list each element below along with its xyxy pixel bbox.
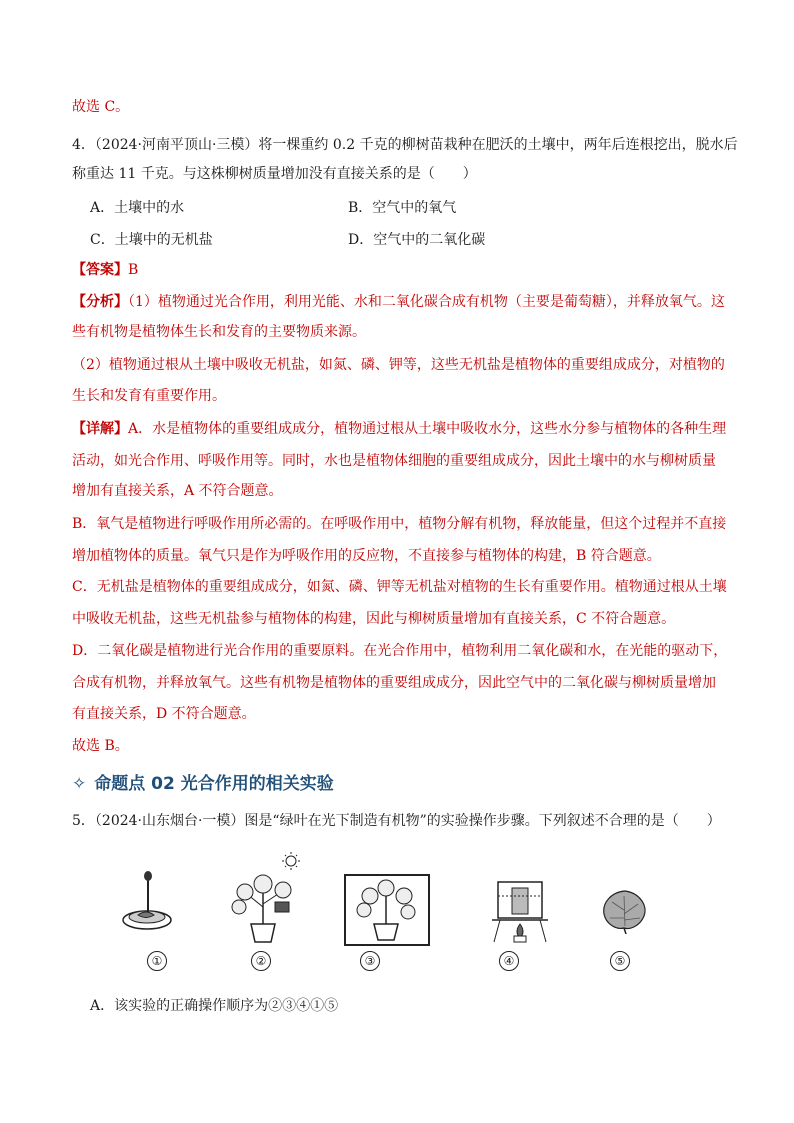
q4-stem-line1: 4．（2024·河南平顶山·三模）将一棵重约 0.2 千克的柳树苗栽种在肥沃的土壤中，两年后连根挖出，脱水后 bbox=[72, 137, 738, 153]
figure-label-5: ⑤ bbox=[610, 951, 630, 971]
figure-label-2: ② bbox=[251, 951, 271, 971]
q4-detail-line4: B．氧气是植物进行呼吸作用所必需的。在呼吸作用中，植物分解有机物，释放能量，但这个过程并不直接 bbox=[72, 516, 727, 532]
answer-label: 【答案】 bbox=[72, 262, 128, 278]
figure-label-4: ④ bbox=[499, 951, 519, 971]
answer-value: B bbox=[128, 262, 139, 278]
q4-detail-line8: D．二氧化碳是植物进行光合作用的重要原料。在光合作用中，植物利用二氧化碳和水，在光能的驱动下， bbox=[72, 643, 728, 659]
figure-label-3: ③ bbox=[360, 951, 380, 971]
previous-answer: 故选 C。 bbox=[72, 99, 130, 115]
q4-detail-line6: C．无机盐是植物体的重要组成成分，如氮、磷、钾等无机盐对植物的生长有重要作用。植物通过根从土壤 bbox=[72, 579, 727, 595]
q4-detail-line10: 有直接关系，D 不符合题意。 bbox=[72, 706, 256, 722]
q4-option-b: B．空气中的氧气 bbox=[348, 200, 457, 216]
q4-option-c: C．土壤中的无机盐 bbox=[90, 232, 213, 248]
q4-detail-line5: 增加植物体的质量。氧气只是作为呼吸作用的反应物，不直接参与植物体的构建，B 符合题意。 bbox=[72, 548, 661, 564]
q4-stem-line2: 称重达 11 千克。与这株柳树质量增加没有直接关系的是（ ） bbox=[72, 166, 477, 182]
q4-detail-line2: 活动，如光合作用、呼吸作用等。同时，水也是植物体细胞的重要组成成分，因此土壤中的水与柳树质量 bbox=[72, 453, 716, 469]
section-heading bbox=[72, 769, 334, 794]
q4-option-d: D．空气中的二氧化碳 bbox=[348, 232, 486, 248]
q4-analysis-line3: （2）植物通过根从土壤中吸收无机盐，如氮、磷、钾等，这些无机盐是植物体的重要组成成分，对植物的 bbox=[72, 357, 725, 373]
q5-stem: 5．（2024·山东烟台·一模）图是“绿叶在光下制造有机物”的实验操作步骤。下列叙述不合理的是（ ） bbox=[72, 813, 721, 829]
figure-step-1-dish bbox=[120, 870, 175, 940]
q4-analysis-line2: 些有机物是植物体生长和发育的主要物质来源。 bbox=[72, 324, 366, 340]
q4-analysis-line1 bbox=[72, 292, 725, 312]
diamond-star-icon: ✧ bbox=[72, 774, 87, 794]
q5-option-a: A．该实验的正确操作顺序为②③④①⑤ bbox=[90, 998, 339, 1014]
q4-detail-line9: 合成有机物，并释放氧气。这些有机物是植物体的重要组成成分，因此空气中的二氧化碳与柳树质量增加 bbox=[72, 675, 716, 691]
q4-detail-line3: 增加有直接关系，A 不符合题意。 bbox=[72, 483, 283, 499]
figure-step-2-plant-in-sun bbox=[225, 852, 305, 947]
figure-step-3-plant-in-box bbox=[344, 874, 430, 946]
q4-conclusion: 故选 B。 bbox=[72, 738, 129, 754]
analysis-label: 【分析】 bbox=[72, 294, 128, 310]
q4-answer bbox=[72, 260, 138, 280]
q4-detail-line1 bbox=[72, 419, 726, 439]
detail-text: A．水是植物体的重要组成成分，植物通过根从土壤中吸收水分，这些水分参与植物体的各种生理 bbox=[128, 421, 727, 437]
q4-detail-line7: 中吸收无机盐，这些无机盐参与植物体的构建，因此与柳树质量增加有直接关系，C 不符合题意。 bbox=[72, 611, 676, 627]
figure-step-5-leaf bbox=[600, 888, 650, 934]
figure-label-1: ① bbox=[147, 951, 167, 971]
section-title: 命题点 02 光合作用的相关实验 bbox=[94, 774, 334, 794]
analysis-text: （1）植物通过光合作用，利用光能、水和二氧化碳合成有机物（主要是葡萄糖），并释放氧气。这 bbox=[128, 294, 725, 310]
q4-analysis-line4: 生长和发育有重要作用。 bbox=[72, 388, 226, 404]
q4-option-a: A．土壤中的水 bbox=[90, 200, 185, 216]
detail-label: 【详解】 bbox=[72, 421, 128, 437]
figure-step-4-water-bath bbox=[490, 878, 550, 944]
